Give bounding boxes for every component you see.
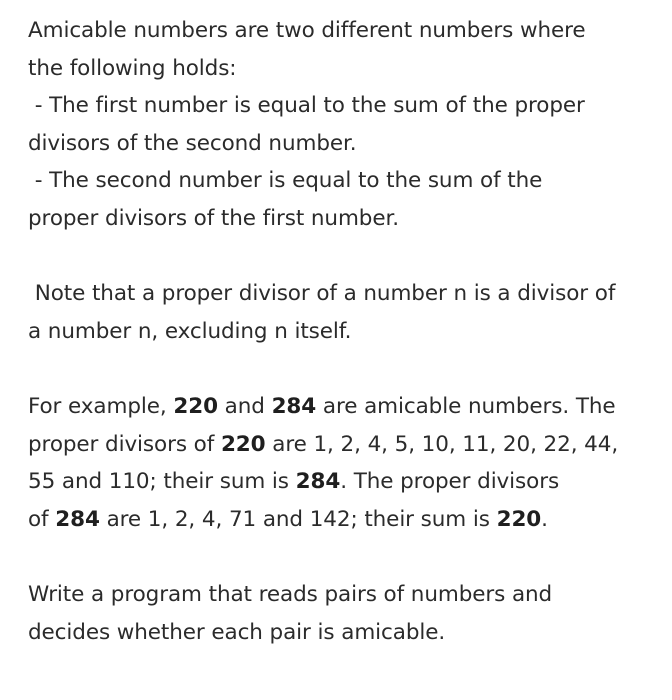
text-run: 55 and 110; their sum is [28,469,296,495]
text-line [28,463,658,501]
task-paragraph [28,576,658,651]
text-line: Note that a proper divisor of a number n is a divisor of [28,281,616,307]
text-line [28,426,658,464]
bold-number: 284 [55,506,100,532]
text-line: - The first number is equal to the sum of the proper [28,93,585,119]
bold-number: 284 [295,469,341,495]
text-run: and [217,393,272,419]
bold-number: 220 [496,506,542,532]
text-line: Write a program that reads pairs of numbers and [28,581,553,607]
text-run: are amicable numbers. The [316,393,616,419]
paragraph-gap [28,350,658,388]
text-line: Amicable numbers are two different numbers where [28,18,586,43]
text-line: decides whether each pair is amicable. [28,619,446,645]
bold-number: 284 [271,393,317,419]
text-run: are 1, 2, 4, 5, 10, 11, 20, 22, 44, [265,431,619,457]
text-line: divisors of the second number. [28,130,357,156]
problem-statement [28,12,658,651]
text-line: proper divisors of the first number. [28,205,399,231]
text-line: a number n, excluding n itself. [28,318,352,344]
text-run: . The proper divisors [340,469,560,495]
definition-paragraph [28,12,658,238]
note-paragraph [28,275,658,350]
text-line [28,388,658,426]
paragraph-gap [28,238,658,276]
text-run: proper divisors of [28,431,221,457]
bold-number: 220 [220,431,266,457]
text-line: the following holds: [28,55,237,81]
text-line: - The second number is equal to the sum of the [28,168,543,194]
example-paragraph [28,388,658,538]
text-line [28,501,658,539]
text-run: For example, [28,393,174,419]
text-run: . [541,506,548,532]
paragraph-gap [28,538,658,576]
bold-number: 220 [173,393,218,419]
text-run: of [28,506,56,532]
text-run: are 1, 2, 4, 71 and 142; their sum is [99,506,497,532]
